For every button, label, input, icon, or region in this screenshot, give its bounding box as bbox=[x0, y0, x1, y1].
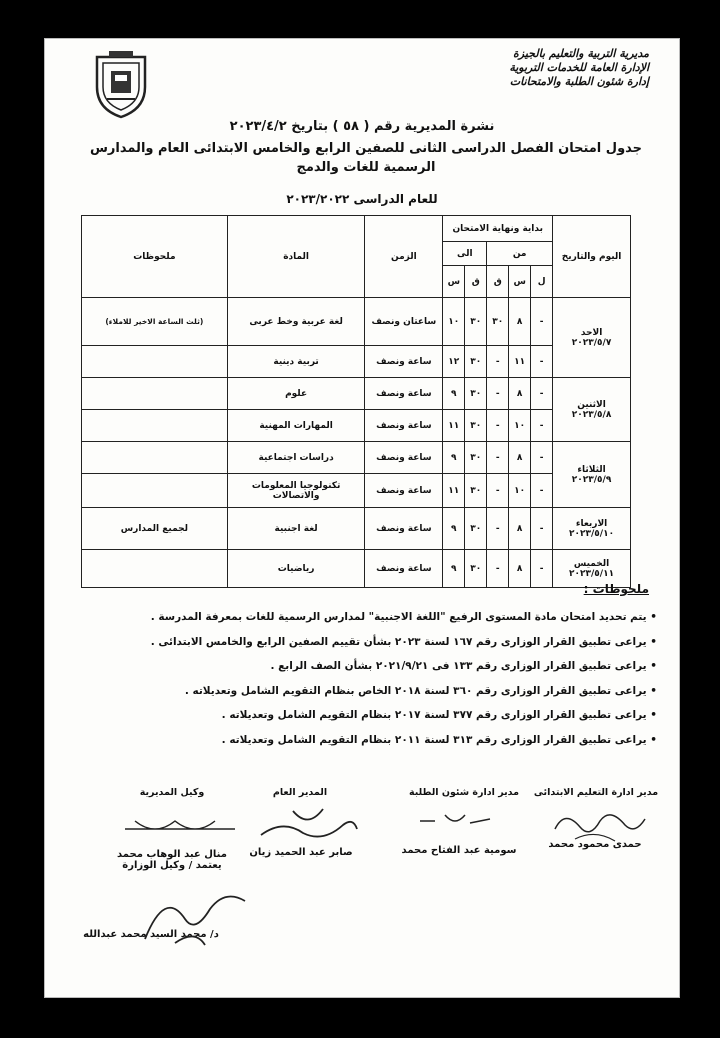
note-cell: لجميع المدارس bbox=[82, 508, 228, 550]
day-date: ٢٠٢٣/٥/٧ bbox=[571, 337, 612, 348]
header-notes: ملحوظات bbox=[82, 216, 228, 298]
from-d-cell: - bbox=[487, 410, 509, 442]
note-cell bbox=[82, 550, 228, 588]
day-cell bbox=[553, 378, 631, 442]
from-h-cell: ٨ bbox=[509, 298, 531, 346]
note-cell bbox=[82, 346, 228, 378]
from-l-cell: - bbox=[531, 508, 553, 550]
notes-title: ملحوظات : bbox=[583, 582, 649, 596]
from-h-cell: ١٠ bbox=[509, 410, 531, 442]
from-h-cell: ٨ bbox=[509, 378, 531, 410]
handwritten-signature bbox=[135, 879, 255, 949]
duration-cell: ساعة ونصف bbox=[365, 508, 443, 550]
from-h-cell: ٨ bbox=[509, 442, 531, 474]
page-title: جدول امتحان الفصل الدراسى الثانى للصفين الرابع والخامس الابتدائى العام والمدارس الرسمية للغات والدمج bbox=[89, 141, 643, 175]
day-name: الاحد bbox=[580, 327, 603, 338]
header-from: من bbox=[487, 242, 553, 266]
day-cell bbox=[553, 442, 631, 508]
signature-subtitle: يعتمد / وكيل الوزارة bbox=[122, 860, 222, 871]
table-row bbox=[82, 474, 631, 508]
subject-cell: علوم bbox=[227, 378, 365, 410]
duration-cell: ساعة ونصف bbox=[365, 442, 443, 474]
note-cell bbox=[82, 410, 228, 442]
header-d: ق bbox=[487, 266, 509, 298]
list-item: • يراعى تطبيق القرار الوزارى رقم ٣١٣ لسنة ٢٠١١ بنظام التقويم الشامل وتعديلاته . bbox=[85, 728, 657, 753]
from-d-cell: ٣٠ bbox=[487, 298, 509, 346]
header-d: ق bbox=[465, 266, 487, 298]
notes-list bbox=[85, 605, 657, 752]
to-h-cell: ١١ bbox=[443, 474, 465, 508]
document-page bbox=[44, 38, 680, 998]
handwritten-signature bbox=[253, 799, 363, 849]
signature-name: سومية عبد الفتاح محمد bbox=[401, 845, 517, 856]
list-item: • يراعى تطبيق القرار الوزارى رقم ٣٦٠ لسنة ٢٠١٨ الخاص بنظام التقويم الشامل وتعديلاته . bbox=[85, 679, 657, 704]
from-l-cell: - bbox=[531, 410, 553, 442]
header-line: إدارة شئون الطلبة والامتحانات bbox=[509, 75, 649, 88]
from-d-cell: - bbox=[487, 442, 509, 474]
duration-cell: ساعة ونصف bbox=[365, 550, 443, 588]
handwritten-signature bbox=[545, 799, 655, 849]
subject-cell: تكنولوجيا المعلومات والاتصالات bbox=[227, 474, 365, 508]
header-s: س bbox=[443, 266, 465, 298]
header-subject: المادة bbox=[227, 216, 365, 298]
day-name: الخميس bbox=[573, 558, 610, 569]
duration-cell: ساعة ونصف bbox=[365, 474, 443, 508]
day-name: الاثنين bbox=[577, 399, 606, 410]
signature-block bbox=[521, 787, 671, 798]
from-h-cell: ٨ bbox=[509, 508, 531, 550]
list-item: • يراعى تطبيق القرار الوزارى رقم ١٣٣ فى ٢٠٢١/٩/٢١ بشأن الصف الرابع . bbox=[85, 654, 657, 679]
table-row bbox=[82, 378, 631, 410]
subject-cell: رياضيات bbox=[227, 550, 365, 588]
signature-block bbox=[107, 849, 237, 871]
table-row bbox=[82, 508, 631, 550]
signature-block bbox=[245, 787, 355, 798]
signature-title: مدير ادارة التعليم الابتدائى bbox=[533, 787, 659, 798]
bulletin-number: نشرة المديرية رقم ( ٥٨ ) بتاريخ ٢٠٢٣/٤/٢ bbox=[229, 119, 495, 134]
day-name: الاربعاء bbox=[575, 518, 608, 529]
to-d-cell: ٣٠ bbox=[465, 298, 487, 346]
day-date: ٢٠٢٣/٥/٩ bbox=[571, 474, 612, 485]
header-lines bbox=[509, 47, 649, 89]
to-h-cell: ٩ bbox=[443, 508, 465, 550]
note-cell: (ثلث الساعة الاخير للاملاء) bbox=[82, 298, 228, 346]
from-d-cell: - bbox=[487, 346, 509, 378]
signature-block bbox=[117, 787, 227, 798]
note-cell bbox=[82, 378, 228, 410]
to-h-cell: ٩ bbox=[443, 378, 465, 410]
to-h-cell: ٩ bbox=[443, 550, 465, 588]
from-h-cell: ١٠ bbox=[509, 474, 531, 508]
list-item: • يتم تحديد امتحان مادة المستوى الرفيع "اللغة الاجنبية" لمدارس الرسمية للغات بمعرفة المدرسة . bbox=[85, 605, 657, 630]
day-date: ٢٠٢٣/٥/٨ bbox=[571, 409, 612, 420]
list-item: • يراعى تطبيق القرار الوزارى رقم ٣٧٧ لسنة ٢٠١٧ بنظام التقويم الشامل وتعديلاته . bbox=[85, 703, 657, 728]
from-d-cell: - bbox=[487, 550, 509, 588]
duration-cell: ساعة ونصف bbox=[365, 346, 443, 378]
exam-schedule-table bbox=[81, 215, 631, 588]
subject-cell: دراسات اجتماعية bbox=[227, 442, 365, 474]
duration-cell: ساعة ونصف bbox=[365, 378, 443, 410]
academic-year: للعام الدراسى ٢٠٢٣/٢٠٢٢ bbox=[286, 192, 438, 206]
day-date: ٢٠٢٣/٥/١٠ bbox=[569, 528, 615, 539]
from-d-cell: - bbox=[487, 474, 509, 508]
signature-name: حمدى محمود محمد bbox=[548, 839, 642, 850]
from-d-cell: - bbox=[487, 378, 509, 410]
table-row bbox=[82, 442, 631, 474]
table-row bbox=[82, 298, 631, 346]
day-name: الثلاثاء bbox=[577, 464, 606, 475]
handwritten-signature bbox=[115, 807, 245, 847]
signature-name: د/ محمد السيد محمد عبدالله bbox=[83, 929, 219, 940]
header-l: ل bbox=[531, 266, 553, 298]
day-cell bbox=[553, 298, 631, 378]
from-l-cell: - bbox=[531, 346, 553, 378]
subject-cell: المهارات المهنية bbox=[227, 410, 365, 442]
header-start-end: بداية ونهاية الامتحان bbox=[443, 216, 553, 242]
header-to: الى bbox=[443, 242, 487, 266]
signature-title: المدير العام bbox=[272, 787, 328, 798]
note-cell bbox=[82, 474, 228, 508]
table-row bbox=[82, 550, 631, 588]
day-date: ٢٠٢٣/٥/١١ bbox=[569, 568, 615, 579]
to-d-cell: ٣٠ bbox=[465, 410, 487, 442]
header-duration: الزمن bbox=[365, 216, 443, 298]
table-row bbox=[82, 346, 631, 378]
to-d-cell: ٣٠ bbox=[465, 346, 487, 378]
to-d-cell: ٣٠ bbox=[465, 442, 487, 474]
day-cell bbox=[553, 508, 631, 550]
duration-cell: ساعتان ونصف bbox=[365, 298, 443, 346]
subject-cell: تربية دينية bbox=[227, 346, 365, 378]
to-h-cell: ٩ bbox=[443, 442, 465, 474]
directorate-logo bbox=[89, 47, 153, 119]
from-l-cell: - bbox=[531, 550, 553, 588]
header-s: س bbox=[509, 266, 531, 298]
from-l-cell: - bbox=[531, 474, 553, 508]
signature-title: مدير ادارة شئون الطلبة bbox=[408, 787, 520, 798]
signature-block bbox=[399, 787, 529, 798]
header-day: اليوم والتاريخ bbox=[553, 216, 631, 298]
to-d-cell: ٣٠ bbox=[465, 378, 487, 410]
header-line: مديرية التربية والتعليم بالجيزة bbox=[513, 47, 649, 60]
from-l-cell: - bbox=[531, 298, 553, 346]
to-d-cell: ٣٠ bbox=[465, 508, 487, 550]
signature-name: منال عبد الوهاب محمد bbox=[117, 849, 227, 860]
to-h-cell: ١١ bbox=[443, 410, 465, 442]
header-line: الإدارة العامة للخدمات التربوية bbox=[509, 61, 649, 74]
to-h-cell: ١٠ bbox=[443, 298, 465, 346]
signature-block bbox=[399, 845, 519, 856]
duration-cell: ساعة ونصف bbox=[365, 410, 443, 442]
from-h-cell: ٨ bbox=[509, 550, 531, 588]
from-h-cell: ١١ bbox=[509, 346, 531, 378]
subject-cell: لغة عربية وخط عربى bbox=[227, 298, 365, 346]
signature-title: وكيل المديرية bbox=[139, 787, 205, 798]
note-cell bbox=[82, 442, 228, 474]
signature-name: صابر عبد الحميد زيان bbox=[249, 847, 353, 858]
from-d-cell: - bbox=[487, 508, 509, 550]
to-d-cell: ٣٠ bbox=[465, 474, 487, 508]
to-d-cell: ٣٠ bbox=[465, 550, 487, 588]
from-l-cell: - bbox=[531, 378, 553, 410]
subject-cell: لغة اجنبية bbox=[227, 508, 365, 550]
to-h-cell: ١٢ bbox=[443, 346, 465, 378]
list-item: • يراعى تطبيق القرار الوزارى رقم ١٦٧ لسنة ٢٠٢٣ بشأن تقييم الصفين الرابع والخامس الابتدائى . bbox=[85, 630, 657, 655]
table-row bbox=[82, 410, 631, 442]
handwritten-signature bbox=[415, 801, 495, 841]
from-l-cell: - bbox=[531, 442, 553, 474]
